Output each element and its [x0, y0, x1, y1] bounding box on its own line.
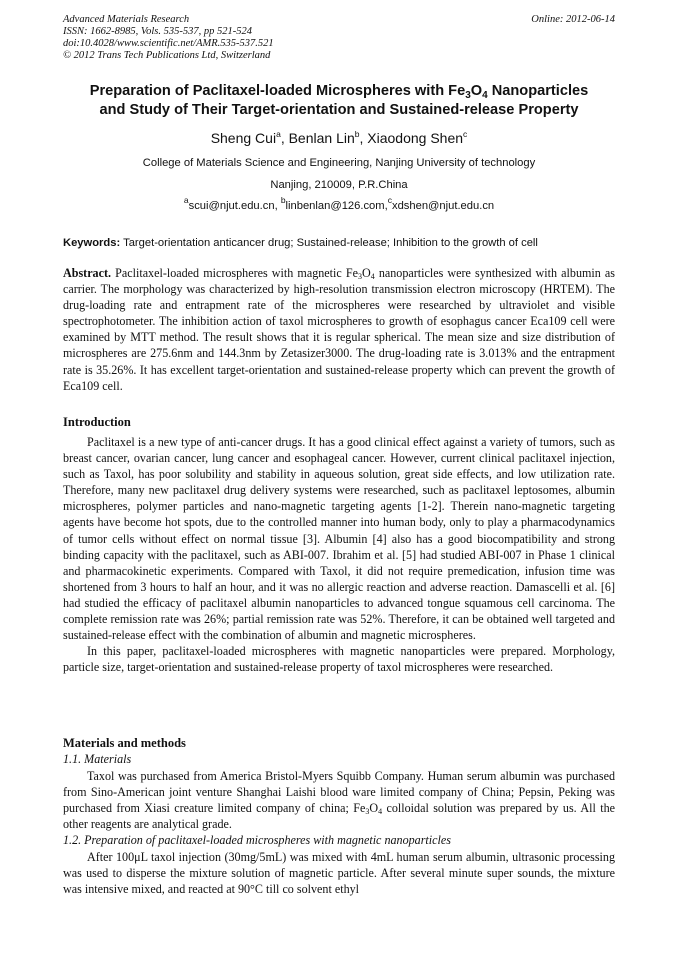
introduction-body	[63, 434, 615, 675]
methods-heading: Materials and methods	[63, 736, 186, 750]
email-link[interactable]: xdshen@njut.edu.cn	[391, 200, 495, 212]
affiliation-city: Nanjing, 210009, P.R.China	[270, 179, 408, 191]
author-list: Sheng Cui$^a$, Benlan Lin$^b$, Xiaodong Shen$^c$	[210, 129, 468, 146]
online-date: Online: 2012-06-14	[531, 14, 615, 25]
keywords	[63, 237, 538, 249]
author-name: Xiaodong Shen	[367, 130, 464, 146]
abstract: Abstract. Paclitaxel-loaded microspheres with magnetic $Fe_3O_4$ nanoparticles were synthesized with albumin as carrier. The morphology was characterized by high-resolution transmission electron microscopy (HRTEM). The drug-loading rate and entrapment rate of the microspheres were researched by ultraviolet and visible spectrophotometer. The inhibition action of taxol microspheres to growth of esophagus cancer Eca109 cell were examined by MTT method. The result shows that it is regular spherical. The mean size and size distribution of microspheres are 275.6nm and 144.3nm by Zetasizer3000. The drug-loading rate is 3.013% and the entrapment rate is 35.26%. It has excellent target-orientation and sustained-release property which can prevent the growth of Eca109 cell.	[63, 266, 616, 393]
intro-paragraph: Paclitaxel is a new type of anti-cancer drugs. It has a good clinical effect against a variety of tumors, such as breast cancer, ovarian cancer, lung cancer and esophageal cancer. However, current clinical paclitaxel injection, such as Taxol, has poor solubility and stability in aqueous solution, great side effects, and low utilization rate. Therefore, many new paclitaxel drug delivery systems were researched, such as paclitaxel leptosomes, albumin microspheres, polymer particles and nano-magnetic targeting agents [1-2]. Therein nano-magnetic targeting agents have become hot spots, due to the controlled manner into human body, only to play a pharmacodynamics of tumor cells without effect on normal tissue [3]. Albumin [4] also has a good biocompatibility and strong binding capacity with the paclitaxel, such as ABI-007. Ibrahim et al. [5] had studied ABI-007 in Phase 1 clinical and pharmacokinetic experiments. Compared with Taxol, it did not require premedication, infusion time was shortened from 3 hours to half an hour, and it was no allergic reaction and adverse reaction. Damascelli et al. [6] had studied the efficacy of paclitaxel albumin nanoparticles to advanced tongue squamous cell carcinoma. The complete remission rate was 26%; partial remission rate was 52%. Therefore, it can be obtained well targeted and sustained-release effect with the combination of albumin and magnetic microspheres.	[63, 435, 615, 643]
subsection-materials: 1.1. Materials	[63, 752, 132, 766]
keywords-text: Target-orientation anticancer drug; Sustained-release; Inhibition to the growth of cell	[120, 237, 538, 249]
email-link[interactable]: scui@njut.edu.cn,	[188, 200, 281, 212]
preparation-body: After 100μL taxol injection (30mg/5mL) was mixed with 4mL human serum albumin, ultrasonic processing was used to disperse the mixture solution of magnetic particle. After several minute super sounds, the mixture was intensive mixed, and reacted at 90°C till co solvent ethyl	[63, 850, 615, 897]
subsection-preparation: 1.2. Preparation of paclitaxel-loaded microspheres with magnetic nanoparticles	[63, 833, 451, 847]
email-list: $^a$scui@njut.edu.cn, $^b$linbenlan@126.com,$^c$xdshen@njut.edu.cn	[183, 195, 495, 212]
journal-header	[63, 14, 274, 62]
author-name: Benlan Lin	[288, 130, 355, 146]
journal-name: Advanced Materials Research	[63, 14, 190, 25]
paper-title: Preparation of Paclitaxel-loaded Microspheres with $Fe_3O_4$ Nanoparticles and Study of Their Target-orientation and Sustained-release Property	[89, 83, 589, 118]
email-link[interactable]: linbenlan@126.com,	[285, 200, 388, 212]
affiliation-line: College of Materials Science and Engineering, Nanjing University of technology	[142, 157, 536, 169]
keywords-label: Keywords:	[63, 237, 121, 249]
copyright-line: © 2012 Trans Tech Publications Ltd, Switzerland	[63, 50, 271, 61]
author-name: Sheng Cui	[210, 130, 277, 146]
doi-line: doi:10.4028/www.scientific.net/AMR.535-537.521	[63, 38, 274, 49]
introduction-heading: Introduction	[63, 415, 131, 429]
abstract-label: Abstract.	[63, 266, 112, 280]
intro-paragraph: In this paper, paclitaxel-loaded microspheres with magnetic nanoparticles were prepared. Morphology, particle size, target-orientation and sustained-release property of taxol microspheres were researched.	[63, 644, 615, 675]
issn-line: ISSN: 1662-8985, Vols. 535-537, pp 521-524	[63, 26, 252, 37]
materials-body: Taxol was purchased from America Bristol-Myers Squibb Company. Human serum albumin was purchased from Sino-American joint venture Shanghai Laishi blood ware limited company of China; Pepsin, Peking was purchased from Xiasi creature limited company of china; $Fe_3O_4$ colloidal solution was prepared by us. All the other reagents are analytical grade.	[63, 769, 615, 832]
